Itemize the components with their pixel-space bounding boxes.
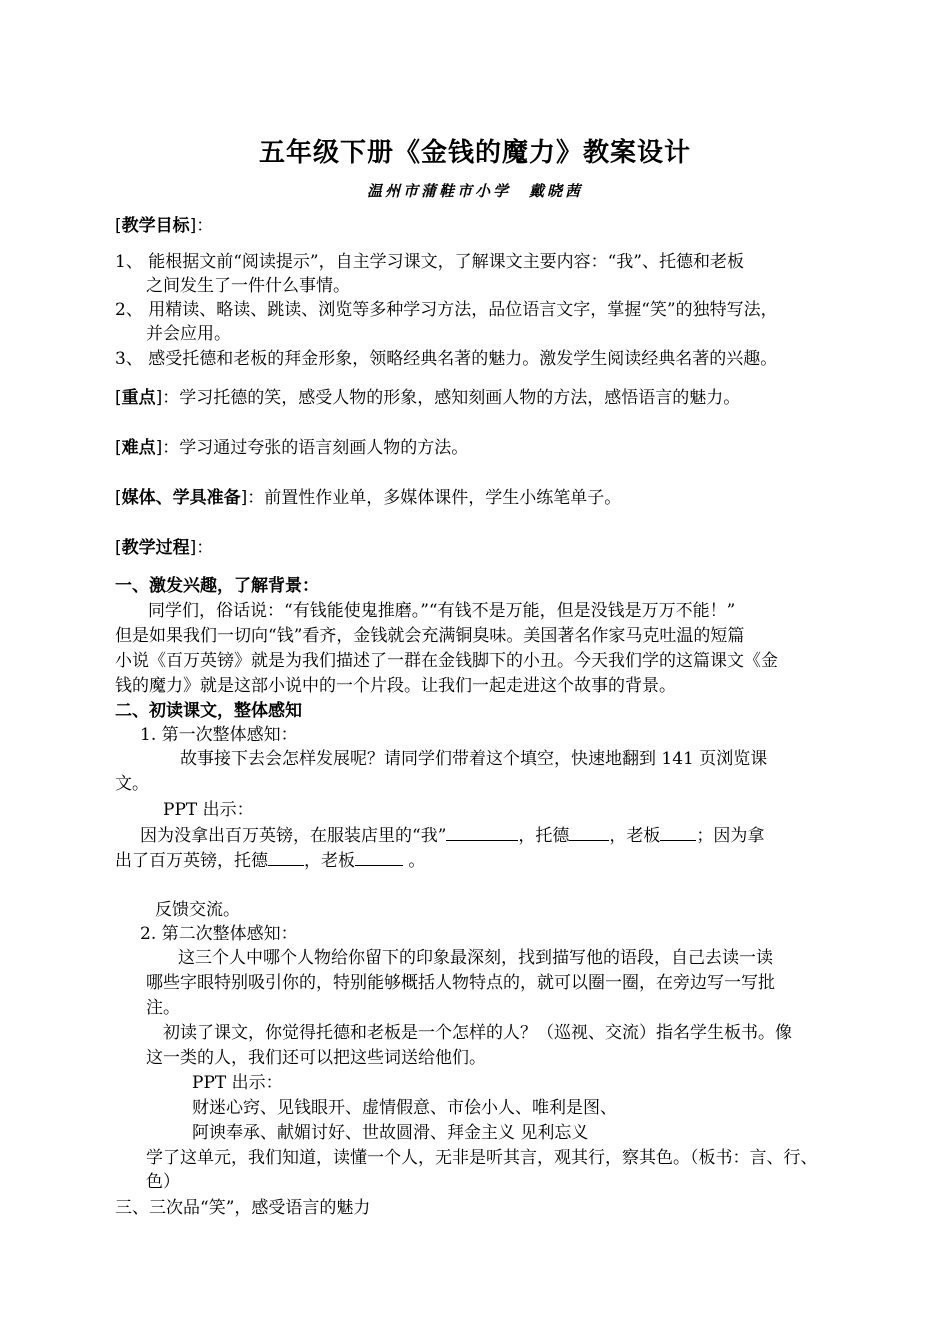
answer-blank bbox=[569, 823, 609, 841]
materials: [媒体、学具准备]：前置性作业单，多媒体课件，学生小练笔单子。 bbox=[115, 488, 622, 508]
answer-blank bbox=[660, 823, 696, 841]
answer-blank bbox=[446, 823, 518, 841]
paragraph-line: 注。 bbox=[146, 998, 180, 1018]
word-list-line: 阿谀奉承、献媚讨好、世故圆滑、拜金主义 见利忘义 bbox=[192, 1123, 589, 1143]
paragraph-line: 学了这单元，我们知道，读懂一个人，无非是听其言，观其行，察其色。（板书：言、行、 bbox=[146, 1148, 818, 1168]
word-list-line: 财迷心窍、见钱眼开、虚情假意、市侩小人、唯利是图、 bbox=[192, 1098, 617, 1118]
paragraph-line: 故事接下去会怎样发展呢？请同学们带着这个填空，快速地翻到 141 页浏览课 bbox=[180, 749, 768, 769]
key-point: [重点]：学习托德的笑，感受人物的形象，感知刻画人物的方法，感悟语言的魅力。 bbox=[115, 388, 741, 408]
process-heading: [教学过程]： bbox=[115, 538, 214, 558]
paragraph-line: 哪些字眼特别吸引你的，特别能够概括人物特点的，就可以圈一圈，在旁边写一写批 bbox=[146, 973, 775, 993]
section2-heading: 二、初读课文，整体感知 bbox=[115, 701, 302, 721]
fill-in-line: 出了百万英镑，托德 ，老板 。 bbox=[115, 848, 425, 873]
fill-in-line: 因为没拿出百万英镑，在服装店里的“我” ，托德 ，老板 ；因为拿 bbox=[140, 823, 764, 848]
section1-heading: 一、激发兴趣，了解背景： bbox=[115, 576, 319, 596]
step1-title: 1. 第一次整体感知： bbox=[140, 725, 298, 745]
paragraph-line: 这一类的人，我们还可以把这些词送给他们。 bbox=[146, 1048, 486, 1068]
objective-line: 1、 能根据文前“阅读提示”，自主学习课文，了解课文主要内容：“我”、托德和老板 bbox=[115, 252, 744, 272]
paragraph-line: 色） bbox=[146, 1172, 180, 1192]
objective-line: 2、 用精读、略读、跳读、浏览等多种学习方法，品位语言文字，掌握“笑”的独特写法， bbox=[115, 300, 778, 320]
difficulty: [难点]：学习通过夸张的语言刻画人物的方法。 bbox=[115, 438, 469, 458]
answer-blank bbox=[355, 848, 403, 866]
paragraph-line: 同学们，俗话说：“有钱能使鬼推磨。”“有钱不是万能，但是没钱是万万不能！” bbox=[148, 601, 736, 621]
section3-heading: 三、三次品“笑”，感受语言的魅力 bbox=[115, 1198, 371, 1218]
objective-line: 3、 感受托德和老板的拜金形象，领略经典名著的魅力。激发学生阅读经典名著的兴趣。 bbox=[115, 349, 778, 369]
ppt-label: PPT 出示： bbox=[192, 1073, 283, 1093]
document-title: 五年级下册《金钱的魔力》教案设计 bbox=[258, 138, 691, 168]
feedback: 反馈交流。 bbox=[155, 900, 240, 920]
answer-blank bbox=[268, 848, 304, 866]
paragraph-line: 但是如果我们一切向“钱”看齐，金钱就会充满铜臭味。美国著名作家马克吐温的短篇 bbox=[115, 626, 745, 646]
objective-line: 并会应用。 bbox=[146, 324, 231, 344]
paragraph-line: 小说《百万英镑》就是为我们描述了一群在金钱脚下的小丑。今天我们学的这篇课文《金 bbox=[115, 651, 778, 671]
objectives-heading: [教学目标]： bbox=[115, 216, 214, 236]
step2-title: 2. 第二次整体感知： bbox=[140, 924, 298, 944]
paragraph-line: 文。 bbox=[115, 774, 149, 794]
paragraph-line: 初读了课文，你觉得托德和老板是一个怎样的人？（巡视、交流）指名学生板书。像 bbox=[163, 1023, 792, 1043]
paragraph-line: 钱的魔力》就是这部小说中的一个片段。让我们一起走进这个故事的背景。 bbox=[115, 676, 676, 696]
author-line: 温州市蒲鞋市小学 戴晓茜 bbox=[366, 182, 583, 200]
paragraph-line: 这三个人中哪个人物给你留下的印象最深刻，找到描写他的语段，自己去读一读 bbox=[178, 948, 773, 968]
objective-line: 之间发生了一件什么事情。 bbox=[146, 276, 350, 296]
ppt-label: PPT 出示： bbox=[163, 800, 254, 820]
